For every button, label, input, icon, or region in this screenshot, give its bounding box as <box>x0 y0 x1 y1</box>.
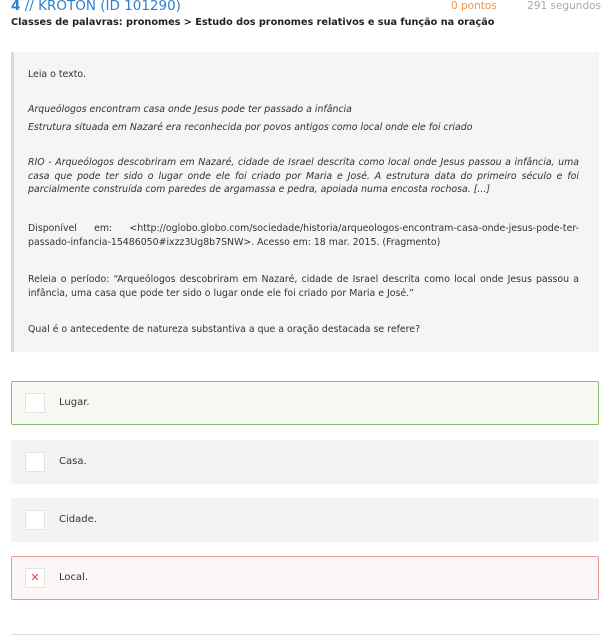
question-title <box>11 0 181 14</box>
option-checkbox[interactable] <box>25 510 45 530</box>
option-label: Casa. <box>59 456 87 467</box>
passage-intro: Leia o texto. <box>28 69 86 80</box>
question-text: Qual é o antecedente de natureza substantiva a que a oração destacada se refere? <box>28 324 421 335</box>
option-cidade[interactable] <box>11 498 599 542</box>
passage-body: RIO - Arqueólogos descobriram em Nazaré, cidade de Israel descrita como local onde Jesus passou a infância, uma casa que pode ter sido o lugar onde ele foi criado por Maria e José. A estrutura data do primeiro século e foi parcialmente construída com paredes de argamassa e pedra, apoiada numa encosta rochosa. [...] <box>28 157 579 195</box>
option-lugar[interactable] <box>11 381 599 425</box>
option-label: Lugar. <box>59 397 90 408</box>
question-source-id: // KROTON (ID 101290) <box>20 0 181 14</box>
question-passage <box>11 52 599 352</box>
option-checkbox[interactable] <box>25 452 45 472</box>
points-counter: 0 pontos <box>451 0 497 12</box>
passage-source: Disponível em: <http://oglobo.globo.com/sociedade/historia/arqueologos-encontram-casa-onde-jesus-pode-ter-passado-infancia-15486050#ixzz3Ug8b7SNW>. Acesso em: 18 mar. 2015. (Fragmento) <box>28 223 579 248</box>
option-label: Local. <box>59 572 89 583</box>
next-section-edge <box>11 634 599 643</box>
question-number: 4 <box>11 0 21 14</box>
passage-reread: Releia o período: “Arqueólogos descobriram em Nazaré, cidade de Israel descrita como local onde Jesus passou a infância, uma casa que pode ter sido o lugar onde ele foi criado por Maria e José.” <box>28 274 579 299</box>
seconds-counter: 291 segundos <box>527 0 601 12</box>
question-header <box>11 0 601 34</box>
option-checkbox[interactable] <box>25 568 45 588</box>
wrong-x-icon: ✕ <box>30 571 40 584</box>
option-local[interactable] <box>11 556 599 600</box>
breadcrumb: Classes de palavras: pronomes > Estudo dos pronomes relativos e sua função na oração <box>11 17 495 28</box>
option-checkbox[interactable] <box>25 393 45 413</box>
passage-headline: Arqueólogos encontram casa onde Jesus pode ter passado a infância <box>28 104 352 115</box>
option-label: Cidade. <box>59 514 97 525</box>
passage-subheadline: Estrutura situada em Nazaré era reconhecida por povos antigos como local onde ele foi criado <box>28 122 473 133</box>
option-casa[interactable] <box>11 440 599 484</box>
